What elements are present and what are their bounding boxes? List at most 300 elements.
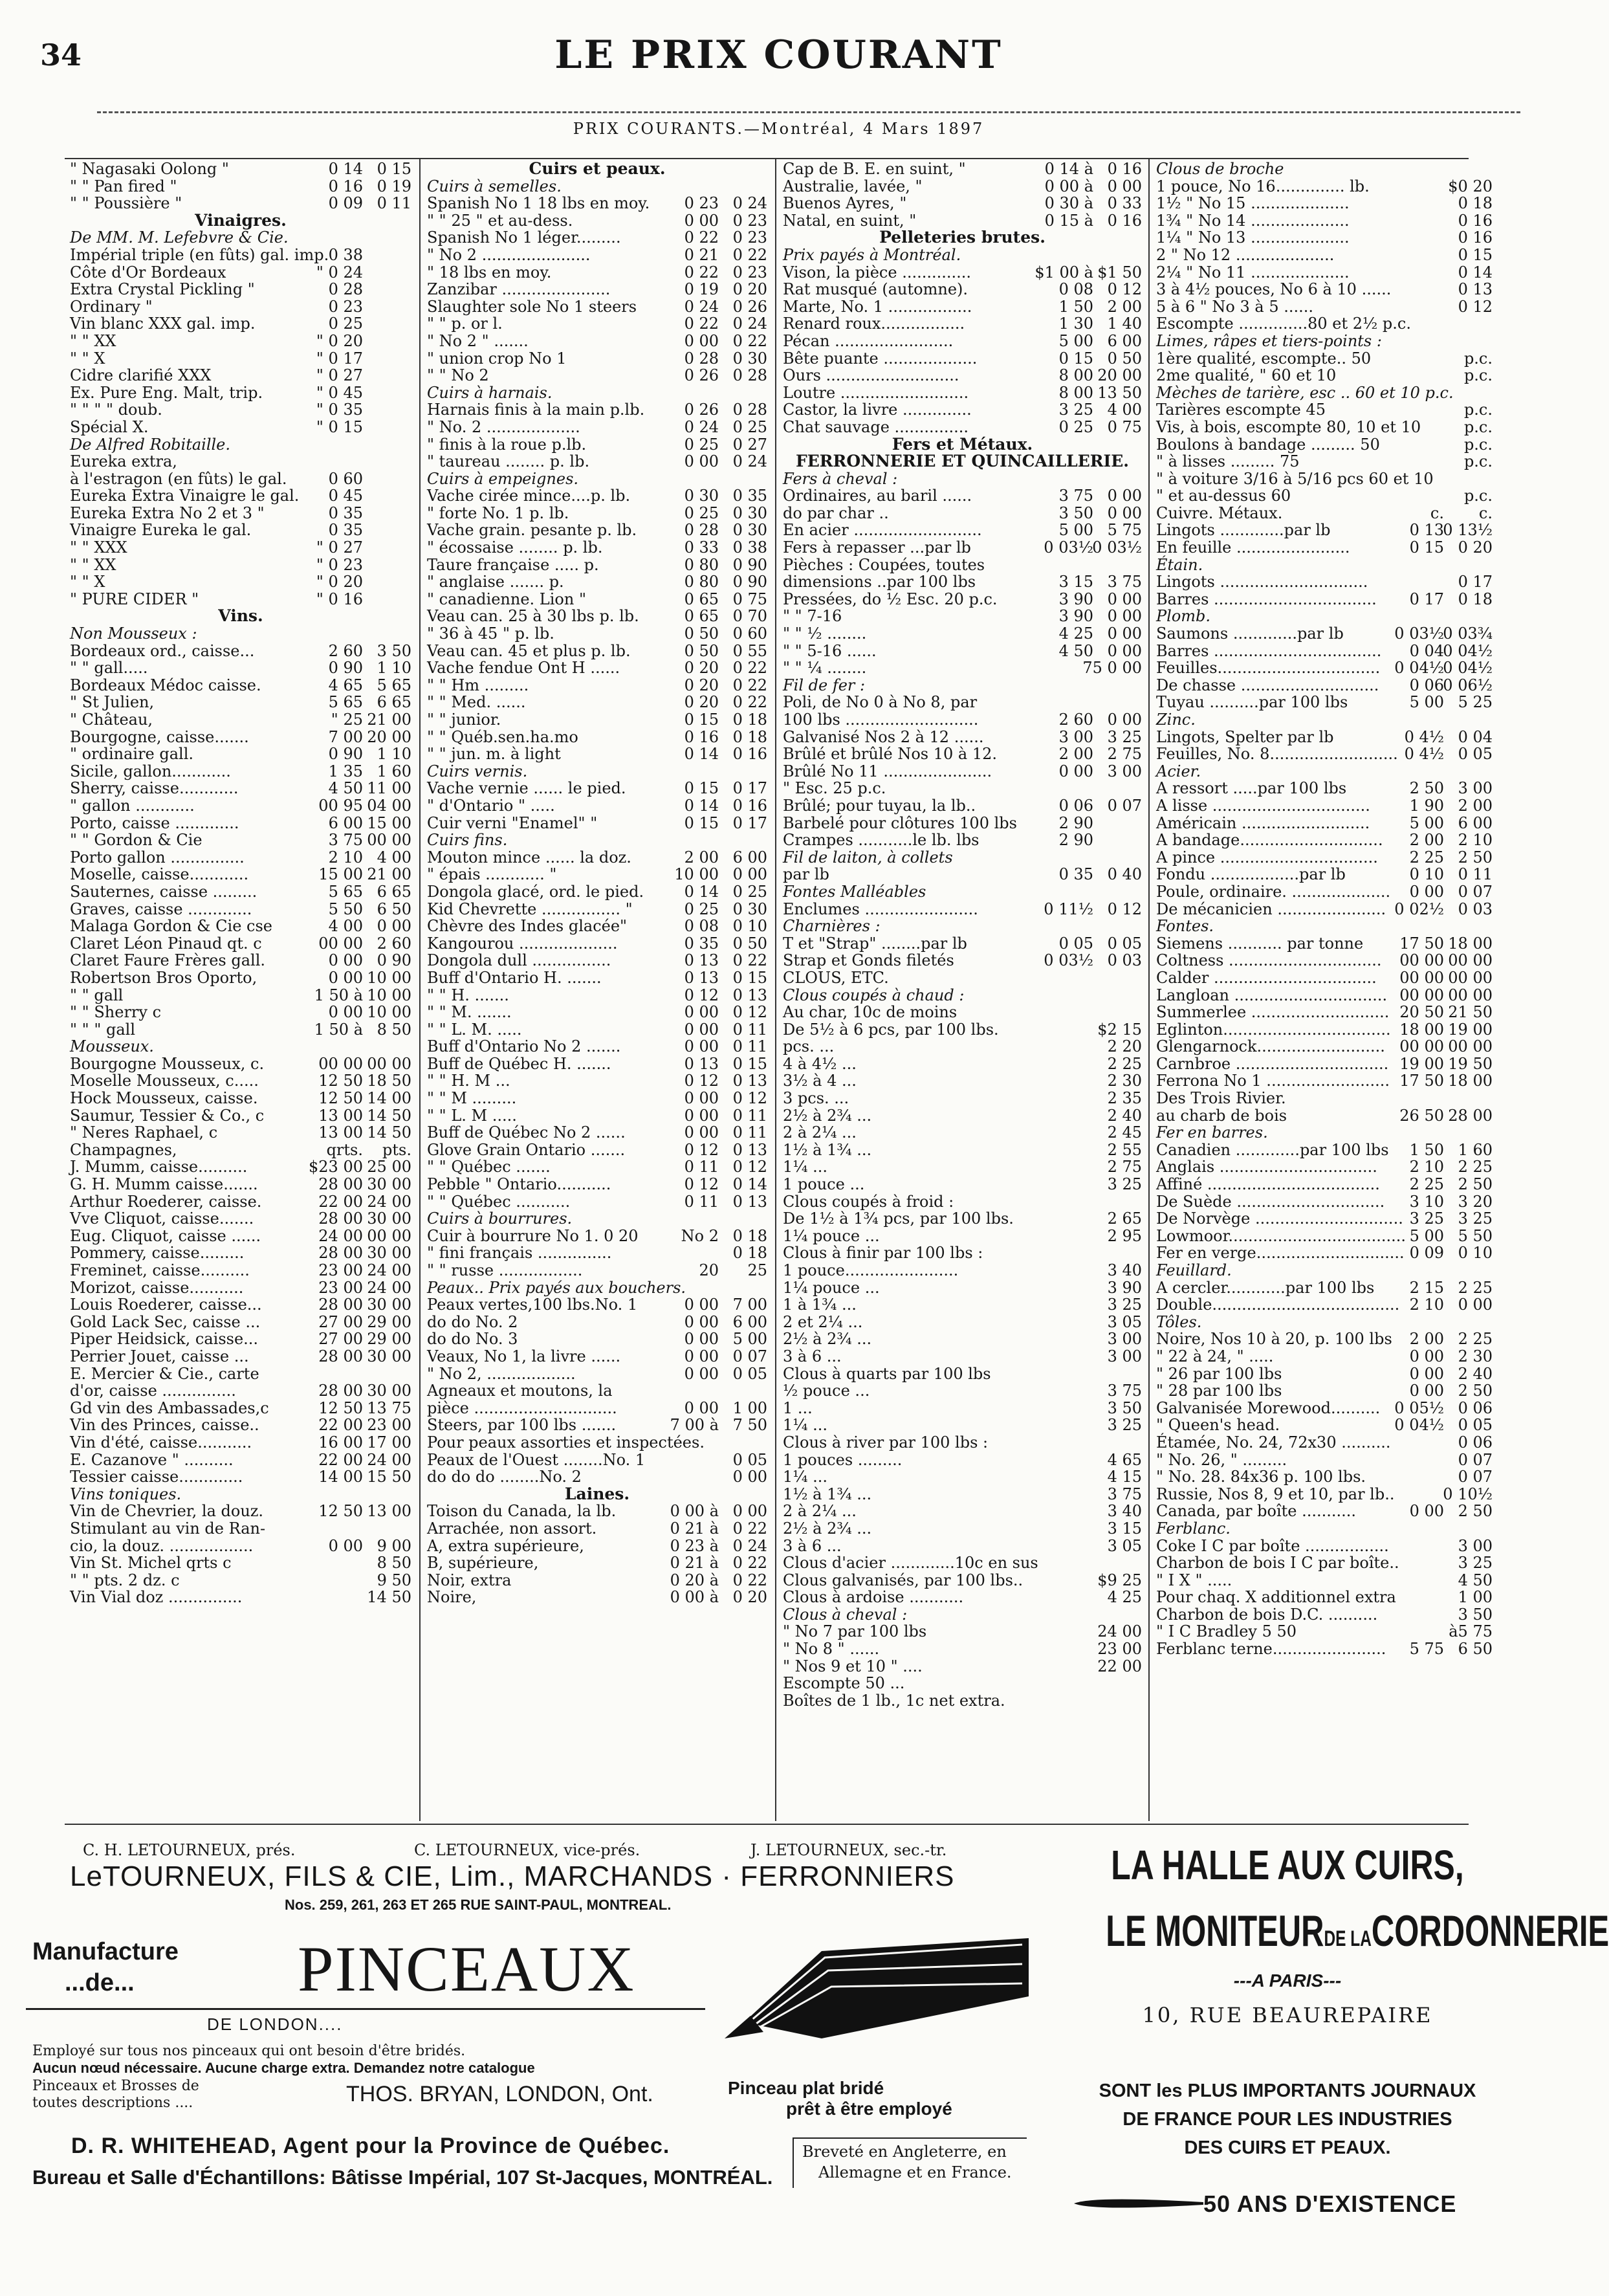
price-row bbox=[427, 436, 767, 454]
price-low: 0 35 bbox=[1058, 865, 1093, 884]
item-label: " 22 à 24, " ..... bbox=[1156, 1347, 1274, 1365]
item-label: Claret Léon Pinaud qt. c bbox=[70, 934, 262, 953]
item-label: " No. 28. 84x36 p. 100 lbs. bbox=[1156, 1468, 1366, 1486]
price-row bbox=[783, 1158, 1142, 1176]
price-row bbox=[70, 1520, 411, 1538]
price-row bbox=[70, 1400, 411, 1417]
price-low: 13 00 bbox=[318, 1123, 363, 1142]
price-low: 23 00 bbox=[318, 1261, 363, 1279]
column-rule bbox=[775, 158, 776, 1821]
item-label: Clous à ardoise ........... bbox=[783, 1588, 964, 1607]
price-low: 0 00 bbox=[684, 1003, 719, 1022]
price-high: 0 13½ bbox=[1443, 521, 1493, 540]
price-high: 2 50 bbox=[1458, 848, 1493, 867]
item-label: Clous à river par 100 lbs : bbox=[783, 1433, 989, 1452]
price-row bbox=[783, 195, 1142, 212]
price-high: 0 22 bbox=[732, 1554, 767, 1573]
price-row bbox=[427, 1090, 767, 1107]
price-high: 0 20 bbox=[732, 1588, 767, 1607]
item-label: 1ère qualité, escompte.. 50 bbox=[1156, 349, 1372, 368]
item-label: Tessier caisse............. bbox=[70, 1468, 243, 1486]
price-low: 28 00 bbox=[318, 1175, 363, 1194]
price-high: 3 50 bbox=[1107, 1398, 1142, 1417]
price-high: 0 55 bbox=[732, 641, 767, 660]
price-row bbox=[427, 1365, 767, 1383]
price-high: 3 50 bbox=[1458, 1605, 1493, 1624]
subsection-heading bbox=[1156, 160, 1493, 178]
item-label: " " L. M. ..... bbox=[427, 1020, 522, 1039]
item-label: 1½ à 1¾ ... bbox=[783, 1140, 872, 1159]
item-label: 1 pouce, No 16.............. lb. bbox=[1156, 177, 1370, 195]
item-label: Buff de Québec H. ....... bbox=[427, 1054, 611, 1073]
price-low: 0 20 bbox=[684, 693, 719, 712]
price-high: 2 25 bbox=[1458, 1278, 1493, 1297]
item-label: Galvanisée Morewood.......... bbox=[1156, 1398, 1381, 1417]
price-row bbox=[427, 350, 767, 368]
price-high: 0 03 bbox=[1458, 900, 1493, 918]
price-low: 0 00 bbox=[1409, 882, 1444, 901]
item-label: " " " " doub. bbox=[70, 401, 162, 419]
price-high: 0 40 bbox=[1107, 865, 1142, 884]
price-low: 12 50 bbox=[318, 1072, 363, 1090]
office-line: Bureau et Salle d'Échantillons: Bâtisse Impérial, 107 St-Jacques, MONTRÉAL. bbox=[32, 2166, 773, 2189]
price-row bbox=[1156, 1468, 1493, 1486]
price-row bbox=[1156, 677, 1493, 694]
item-label: A, extra supérieure, bbox=[427, 1536, 584, 1555]
price-row bbox=[783, 866, 1142, 883]
price-high: 0 11 bbox=[732, 1123, 767, 1142]
price-row bbox=[70, 987, 411, 1004]
item-label: Steers, par 100 lbs ....... bbox=[427, 1416, 617, 1435]
price-low: 0 25 bbox=[684, 435, 719, 454]
price-low: 3 25 bbox=[1058, 401, 1093, 419]
moniteur-title-c: CORDONNERIE bbox=[1371, 1906, 1609, 1956]
item-label: Clous à quarts par 100 lbs bbox=[783, 1364, 991, 1383]
item-label: Saumur, Tessier & Co., c bbox=[70, 1106, 265, 1125]
item-label: par lb bbox=[783, 865, 829, 884]
price-row bbox=[70, 1262, 411, 1279]
price-row bbox=[70, 866, 411, 883]
item-label: A bandage............................. bbox=[1156, 831, 1383, 850]
section-heading bbox=[783, 229, 1142, 247]
price-high: pts. bbox=[382, 1140, 411, 1159]
item-label: Ex. Pure Eng. Malt, trip. bbox=[70, 383, 263, 402]
price-row bbox=[1156, 247, 1493, 264]
price-row bbox=[70, 1538, 411, 1555]
price-row bbox=[1156, 229, 1493, 247]
price-high: 2 00 bbox=[1107, 297, 1142, 316]
subsection-heading bbox=[70, 436, 411, 454]
price-high: 3 75 bbox=[1107, 1485, 1142, 1503]
item-label: Tarières escompte 45 bbox=[1156, 401, 1326, 419]
item-label: Eug. Cliquot, caisse ...... bbox=[70, 1226, 261, 1245]
section-heading bbox=[783, 436, 1142, 454]
price-low: 0 05 bbox=[1058, 934, 1093, 953]
price-low: 22 00 bbox=[318, 1450, 363, 1469]
item-label: Noire, bbox=[427, 1588, 477, 1607]
item-label: Summerlee ............................ bbox=[1156, 1003, 1390, 1022]
price-low: 27 00 bbox=[318, 1312, 363, 1331]
price-row bbox=[1156, 1244, 1493, 1262]
price-row bbox=[427, 1520, 767, 1538]
price-high: 0 15 bbox=[1458, 245, 1493, 264]
item-label: Anglais ................................ bbox=[1156, 1158, 1377, 1176]
price-row bbox=[1156, 1572, 1493, 1589]
item-label: " " Sherry c bbox=[70, 1003, 162, 1022]
price-row bbox=[783, 659, 1142, 677]
item-label: Pièches : Coupées, toutes bbox=[783, 555, 985, 574]
item-label: CLOUS, ETC. bbox=[783, 968, 889, 987]
price-row bbox=[783, 1382, 1142, 1400]
price-row bbox=[70, 350, 411, 368]
item-label: " " Québec ....... bbox=[427, 1158, 551, 1176]
price-high: 04 00 bbox=[367, 796, 411, 815]
item-label: do par char .. bbox=[783, 503, 889, 522]
item-label: Castor, la livre .............. bbox=[783, 401, 972, 419]
item-label: Double...................................... bbox=[1156, 1296, 1400, 1314]
item-label: " " ¼ ........ bbox=[783, 659, 867, 678]
brush-label-1: Pinceau plat bridé bbox=[728, 2078, 884, 2098]
item-label: Barbelé pour clôtures 100 lbs bbox=[783, 813, 1017, 832]
subsection-heading bbox=[1156, 557, 1493, 574]
price-row bbox=[1156, 1193, 1493, 1211]
item-label: Ordinary " bbox=[70, 297, 153, 316]
item-label: De 1½ à 1¾ pcs, par 100 lbs. bbox=[783, 1209, 1014, 1228]
price-high: 0 27 bbox=[732, 435, 767, 454]
item-label: " " Pan fired " bbox=[70, 177, 177, 195]
item-label: Ferrona No 1 ......................... bbox=[1156, 1072, 1390, 1090]
price-row bbox=[70, 1589, 411, 1606]
price-row bbox=[427, 487, 767, 505]
price-low: " 0 15 bbox=[316, 417, 363, 436]
item-label: " d'Ontario " ..... bbox=[427, 796, 555, 815]
item-label: 1½ à 1¾ ... bbox=[783, 1485, 872, 1503]
price-high: 0 07 bbox=[1458, 1468, 1493, 1486]
price-low: 0 15 bbox=[1058, 349, 1093, 368]
price-row bbox=[1156, 832, 1493, 849]
price-high: 2 45 bbox=[1107, 1123, 1142, 1142]
item-label: " " junior. bbox=[427, 711, 501, 729]
price-row bbox=[70, 333, 411, 350]
price-low: 4 00 bbox=[328, 917, 363, 936]
price-high: 3 50 bbox=[377, 641, 411, 660]
price-row bbox=[70, 1554, 411, 1572]
price-low: 0 50 bbox=[684, 641, 719, 660]
price-row bbox=[783, 1314, 1142, 1331]
price-row bbox=[1156, 195, 1493, 212]
price-low: 20 bbox=[699, 1261, 719, 1279]
price-low: 00 00 bbox=[1399, 968, 1444, 987]
price-low: 0 00 à bbox=[1044, 177, 1093, 195]
price-row bbox=[1156, 281, 1493, 298]
price-row bbox=[1156, 487, 1493, 505]
item-label: 5 à 6 " No 3 à 5 ...... bbox=[1156, 297, 1313, 316]
price-low: 0 30 bbox=[684, 487, 719, 505]
price-row bbox=[1156, 1417, 1493, 1434]
item-label: " anglaise ....... p. bbox=[427, 573, 564, 591]
price-low: 1 90 bbox=[1409, 796, 1444, 815]
price-high: 5 50 bbox=[1458, 1226, 1493, 1245]
street-address: 10, RUE BEAUREPAIRE bbox=[1142, 2003, 1433, 2027]
item-label: Fers à repasser ...par lb bbox=[783, 538, 971, 557]
price-row bbox=[70, 711, 411, 729]
price-low: 23 00 bbox=[318, 1278, 363, 1297]
price-low: 2 90 bbox=[1058, 813, 1093, 832]
price-row bbox=[70, 264, 411, 281]
price-high: 0 12 bbox=[1458, 297, 1493, 316]
price-high: 1 40 bbox=[1107, 315, 1142, 333]
price-high: 4 65 bbox=[1107, 1450, 1142, 1469]
price-high: 0 33 bbox=[1107, 194, 1142, 213]
price-high: à5 75 bbox=[1449, 1622, 1493, 1641]
price-high: p.c. bbox=[1463, 349, 1493, 368]
price-high: 22 00 bbox=[1097, 1657, 1142, 1675]
halle-title: LA HALLE AUX CUIRS, bbox=[1111, 1842, 1464, 1888]
price-row bbox=[70, 1348, 411, 1365]
price-high: 13 75 bbox=[367, 1398, 411, 1417]
price-low: 00 00 bbox=[1399, 1037, 1444, 1056]
price-row bbox=[1156, 419, 1493, 436]
price-high: 0 24 bbox=[732, 194, 767, 213]
price-high: 0 06½ bbox=[1443, 676, 1493, 694]
price-high: 0 05 bbox=[1107, 934, 1142, 953]
price-row bbox=[427, 1055, 767, 1073]
item-label: Perrier Jouet, caisse ... bbox=[70, 1347, 249, 1365]
price-row bbox=[427, 539, 767, 557]
item-label: Australie, lavée, " bbox=[783, 177, 923, 195]
price-high: 1 60 bbox=[1458, 1140, 1493, 1159]
item-label: Tuyau ..........par 100 lbs bbox=[1156, 693, 1348, 712]
price-row bbox=[1156, 901, 1493, 918]
price-low: 10 00 bbox=[674, 865, 719, 884]
item-label: Pécan ........................ bbox=[783, 331, 954, 350]
item-label: Vison, la pièce .............. bbox=[783, 263, 971, 281]
item-label: Escompte ..............80 et 2½ p.c. bbox=[1156, 315, 1411, 333]
price-low: 0 17 bbox=[1409, 590, 1444, 608]
price-row bbox=[1156, 1640, 1493, 1658]
section-heading-text: Pelleteries brutes. bbox=[879, 228, 1045, 247]
price-high: 0 00 bbox=[1107, 641, 1142, 660]
price-low: 3 15 bbox=[1058, 573, 1093, 591]
subsection-heading-text: Clous de broche bbox=[1156, 160, 1284, 178]
price-row bbox=[70, 1452, 411, 1469]
brush-illustration bbox=[725, 1925, 1029, 2055]
price-high: 5 75 bbox=[1107, 521, 1142, 540]
item-label: Brûlé No 11 ...................... bbox=[783, 762, 992, 780]
subsection-heading-text: Fil de laiton, à collets bbox=[783, 848, 953, 867]
item-label: " finis à la roue p.lb. bbox=[427, 435, 587, 454]
price-high: 3 00 bbox=[1458, 1536, 1493, 1555]
price-row bbox=[427, 935, 767, 953]
price-low: 0 22 bbox=[684, 228, 719, 247]
subsection-heading bbox=[1156, 1314, 1493, 1331]
table-top-rule bbox=[65, 158, 1469, 159]
price-high: 0 00 bbox=[1107, 711, 1142, 729]
item-label: 2½ à 2¾ ... bbox=[783, 1106, 872, 1125]
price-low: 0 00 bbox=[684, 452, 719, 471]
subsection-heading bbox=[1156, 1520, 1493, 1538]
price-low: No 2 bbox=[681, 1226, 719, 1245]
item-label: Bordeaux Médoc caisse. bbox=[70, 676, 261, 694]
price-high: 0 22 bbox=[732, 1571, 767, 1589]
item-label: " 26 par 100 lbs bbox=[1156, 1364, 1282, 1383]
price-row bbox=[427, 1124, 767, 1142]
item-label: 1 pouce ... bbox=[783, 1175, 865, 1194]
price-high: 11 00 bbox=[367, 779, 411, 798]
price-row bbox=[1156, 505, 1493, 522]
price-low: 0 00 bbox=[1409, 1347, 1444, 1365]
item-label: 3 à 6 ... bbox=[783, 1536, 842, 1555]
item-label: " Esc. 25 p.c. bbox=[783, 779, 886, 798]
price-high: $9 25 bbox=[1097, 1571, 1142, 1589]
price-row bbox=[427, 1452, 767, 1469]
price-row bbox=[70, 1142, 411, 1159]
price-row bbox=[427, 1314, 767, 1331]
item-label: " " Poussière " bbox=[70, 194, 182, 213]
section-heading bbox=[70, 212, 411, 230]
price-row bbox=[70, 487, 411, 505]
item-label: Graves, caisse ............. bbox=[70, 900, 252, 918]
price-low: 00 00 bbox=[1399, 951, 1444, 970]
price-low: " 25 bbox=[331, 711, 363, 729]
price-row bbox=[70, 1107, 411, 1125]
london-label: DE LONDON.... bbox=[207, 2015, 343, 2034]
item-label: De Norvège .............................. bbox=[1156, 1209, 1403, 1228]
subsection-heading bbox=[1156, 711, 1493, 729]
price-high: p.c. bbox=[1463, 452, 1493, 471]
price-high: 0 16 bbox=[732, 745, 767, 764]
price-high: 0 13 bbox=[1458, 280, 1493, 299]
price-high: 7 50 bbox=[732, 1416, 767, 1435]
price-row bbox=[783, 1623, 1142, 1640]
price-row bbox=[427, 1072, 767, 1090]
price-high: 0 04½ bbox=[1443, 641, 1493, 660]
pen-dash-graphic bbox=[1074, 2196, 1203, 2211]
subsection-heading-text: Mèches de tarière, esc .. 60 et 10 p.c. bbox=[1156, 383, 1454, 402]
price-high: 25 bbox=[747, 1261, 767, 1279]
price-low: " 0 16 bbox=[316, 590, 363, 608]
subsection-heading-text: Cuirs à empeignes. bbox=[427, 469, 579, 488]
price-row bbox=[70, 1434, 411, 1452]
price-row bbox=[783, 539, 1142, 557]
price-low: 0 38 bbox=[328, 245, 363, 264]
price-row bbox=[427, 1330, 767, 1348]
item-label: " " pts. 2 dz. c bbox=[70, 1571, 180, 1589]
price-row bbox=[1156, 212, 1493, 230]
price-row bbox=[427, 453, 767, 470]
price-row bbox=[783, 1675, 1142, 1692]
price-row bbox=[783, 1090, 1142, 1107]
item-label: Carnbroe ............................... bbox=[1156, 1054, 1389, 1073]
price-low: 15 00 bbox=[318, 865, 363, 884]
item-label: Vin St. Michel qrts c bbox=[70, 1554, 232, 1573]
item-label: Eureka Extra No 2 et 3 " bbox=[70, 503, 265, 522]
price-row bbox=[1156, 1330, 1493, 1348]
price-high: $0 20 bbox=[1448, 177, 1493, 195]
item-label: à l'estragon (en fûts) le gal. bbox=[70, 469, 287, 488]
price-low: 19 00 bbox=[1399, 1054, 1444, 1073]
price-high: 0 07 bbox=[1458, 1450, 1493, 1469]
price-low: 0 20 bbox=[684, 676, 719, 694]
price-row bbox=[70, 643, 411, 660]
price-row bbox=[427, 866, 767, 883]
price-row bbox=[1156, 1210, 1493, 1228]
price-high: 0 11 bbox=[732, 1037, 767, 1056]
price-high: 0 15 bbox=[377, 160, 411, 178]
item-label: Eureka Extra Vinaigre le gal. bbox=[70, 487, 300, 505]
item-label: " " 7-16 bbox=[783, 607, 842, 626]
price-row bbox=[1156, 849, 1493, 867]
price-low: 6 00 bbox=[328, 813, 363, 832]
price-low: 0 00 bbox=[684, 1106, 719, 1125]
price-high: 0 18 bbox=[732, 711, 767, 729]
price-row bbox=[783, 1640, 1142, 1658]
price-low: 28 00 bbox=[318, 1347, 363, 1365]
item-label: Chat sauvage ............... bbox=[783, 417, 969, 436]
price-row bbox=[427, 849, 767, 867]
price-high: 0 16 bbox=[1107, 211, 1142, 230]
price-high: 3 40 bbox=[1107, 1261, 1142, 1279]
item-label: Marte, No. 1 ................. bbox=[783, 297, 972, 316]
item-label: Clous coupés à froid : bbox=[783, 1192, 954, 1211]
price-low: 0 19 bbox=[684, 280, 719, 299]
price-low: 2 90 bbox=[1058, 831, 1093, 850]
price-row bbox=[783, 625, 1142, 643]
price-high: 0 16 bbox=[1458, 211, 1493, 230]
price-low: 1 30 bbox=[1058, 315, 1093, 333]
price-high: 0 00 bbox=[732, 1502, 767, 1521]
price-row bbox=[427, 298, 767, 316]
item-label: Bête puante ................... bbox=[783, 349, 978, 368]
item-label: Affiné ................................... bbox=[1156, 1175, 1380, 1194]
price-high: 0 04 bbox=[1458, 727, 1493, 746]
price-row bbox=[427, 1158, 767, 1176]
price-row bbox=[427, 1348, 767, 1365]
price-high: 30 00 bbox=[367, 1347, 411, 1365]
item-label: Galvanisé Nos 2 à 12 ...... bbox=[783, 727, 984, 746]
price-high: 0 00 bbox=[1107, 177, 1142, 195]
price-row bbox=[70, 1244, 411, 1262]
price-row bbox=[427, 591, 767, 608]
price-row bbox=[1156, 1348, 1493, 1365]
item-label: " " X bbox=[70, 573, 105, 591]
item-label: Agneaux et moutons, la bbox=[427, 1382, 613, 1400]
price-low: 0 21 à bbox=[670, 1554, 719, 1573]
item-label: " " gall..... bbox=[70, 659, 148, 678]
price-high: 2 60 bbox=[377, 934, 411, 953]
price-high: 2 20 bbox=[1107, 1037, 1142, 1056]
price-low: 0 00 bbox=[684, 1020, 719, 1039]
price-row bbox=[427, 247, 767, 264]
price-low: 0 33 bbox=[684, 538, 719, 557]
price-high: 00 00 bbox=[367, 1054, 411, 1073]
price-high: 3 25 bbox=[1458, 1554, 1493, 1573]
price-low: 0 21 à bbox=[670, 1519, 719, 1538]
price-row bbox=[1156, 1107, 1493, 1125]
price-high: 75 0 00 bbox=[1082, 659, 1142, 678]
item-label: Ours ........................... bbox=[783, 366, 959, 385]
price-low: 0 13 bbox=[684, 951, 719, 970]
price-high: 0 13 bbox=[732, 1072, 767, 1090]
subsection-heading-text: Acier. bbox=[1156, 762, 1201, 780]
price-row bbox=[70, 1503, 411, 1520]
price-low: 0 28 bbox=[328, 280, 363, 299]
price-high: 19 50 bbox=[1448, 1054, 1493, 1073]
item-label: Pour peaux assorties et inspectées. bbox=[427, 1433, 705, 1452]
item-label: Strap et Gonds filetés bbox=[783, 951, 954, 970]
price-high: 0 18 bbox=[1458, 590, 1493, 608]
item-label: Rat musqué (automne). bbox=[783, 280, 969, 299]
